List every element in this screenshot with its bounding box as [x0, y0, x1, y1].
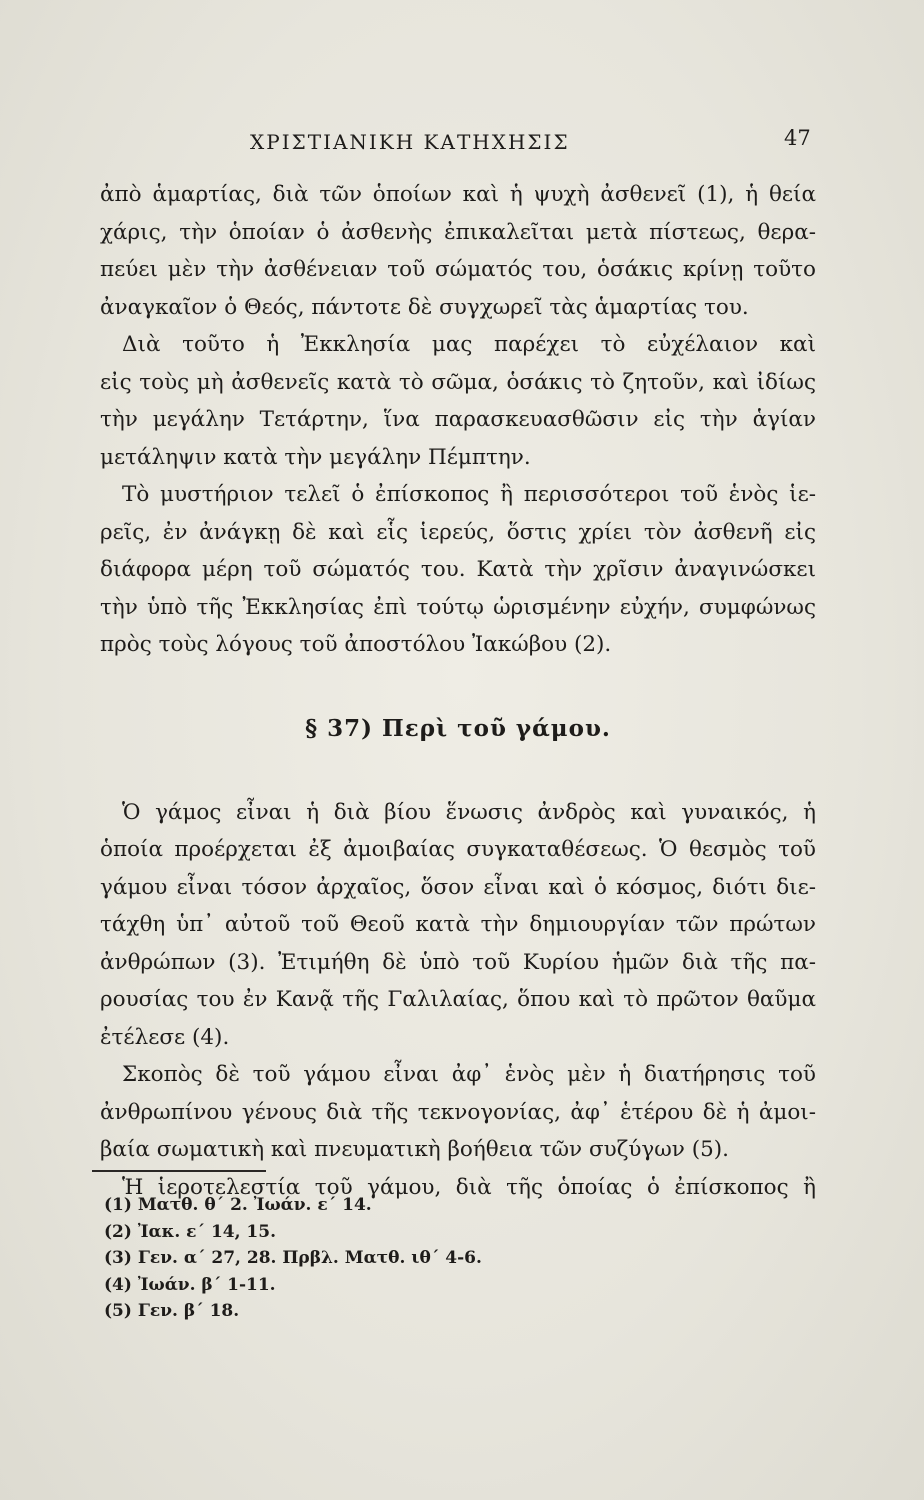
- text-line: πρὸς τοὺς λόγους τοῦ ἀποστόλου Ἰακώβου (2).: [100, 632, 612, 657]
- running-title: ΧΡΙΣΤΙΑΝΙΚΗ ΚΑΤΗΧΗΣΙΣ: [250, 130, 570, 154]
- text-line: μετάληψιν κατὰ τὴν μεγάλην Πέμπτην.: [100, 444, 531, 470]
- paragraph-4: [100, 794, 816, 1057]
- text-line: ἀνθρώπων (3). Ἐτιμήθη δὲ ὑπὸ τοῦ Κυρίου ἡμῶν διὰ τῆς πα-: [100, 949, 816, 975]
- footnote: (1) Ματθ. θ´ 2. Ἰωάν. ε´ 14.: [104, 1195, 372, 1215]
- paragraph-1: [100, 176, 816, 326]
- text-line: ρουσίας του ἐν Κανᾷ τῆς Γαλιλαίας, ὅπου καὶ τὸ πρῶτον θαῦμα: [100, 987, 816, 1012]
- text-line: γάμου εἶναι τόσον ἀρχαῖος, ὅσον εἶναι καὶ ὁ κόσμος, διότι διε-: [100, 874, 816, 900]
- text-line: Ὁ γάμος εἶναι ἡ διὰ βίου ἕνωσις ἀνδρὸς καὶ γυναικός, ἡ: [122, 799, 816, 825]
- text-line: διάφορα μέρη τοῦ σώματός του. Κατὰ τὴν χρῖσιν ἀναγινώσκει: [100, 557, 816, 582]
- text-line: τὴν ὑπὸ τῆς Ἐκκλησίας ἐπὶ τούτῳ ὡρισμένην εὐχήν, συμφώνως: [100, 594, 816, 620]
- text-line: ἐτέλεσε (4).: [100, 1024, 230, 1050]
- footnotes: [104, 1192, 604, 1325]
- text-line: ρεῖς, ἐν ἀνάγκῃ δὲ καὶ εἷς ἱερεύς, ὅστις χρίει τὸν ἀσθενῆ εἰς: [100, 519, 816, 545]
- running-head: [0, 124, 924, 160]
- text-line: πεύει μὲν τὴν ἀσθένειαν τοῦ σώματός του, ὁσάκις κρίνῃ τοῦτο: [100, 257, 816, 282]
- text-line: χάρις, τὴν ὁποίαν ὁ ἀσθενὴς ἐπικαλεῖται μετὰ πίστεως, θερα-: [100, 219, 816, 245]
- paragraph-2: [100, 326, 816, 476]
- footnote-rule: [92, 1170, 266, 1172]
- footnote: (2) Ἰακ. ε´ 14, 15.: [104, 1221, 277, 1242]
- footnote: (4) Ἰωάν. β´ 1-11.: [104, 1274, 276, 1295]
- text-line: ὁποία προέρχεται ἐξ ἀμοιβαίας συγκαταθέσεως. Ὁ θεσμὸς τοῦ: [100, 837, 816, 862]
- text-line: ἀπὸ ἁμαρτίας, διὰ τῶν ὁποίων καὶ ἡ ψυχὴ ἀσθενεῖ (1), ἡ θεία: [100, 182, 816, 207]
- text-line: Σκοπὸς δὲ τοῦ γάμου εἶναι ἀφ᾽ ἑνὸς μὲν ἡ διατήρησις τοῦ: [122, 1062, 816, 1087]
- section-heading: § 37) Περὶ τοῦ γάμου.: [305, 714, 611, 742]
- text-line: Τὸ μυστήριον τελεῖ ὁ ἐπίσκοπος ἢ περισσότεροι τοῦ ἑνὸς ἱε-: [122, 482, 816, 507]
- text-line: τὴν μεγάλην Τετάρτην, ἵνα παρασκευασθῶσιν εἰς τὴν ἁγίαν: [100, 407, 816, 432]
- text-line: εἰς τοὺς μὴ ἀσθενεῖς κατὰ τὸ σῶμα, ὁσάκις τὸ ζητοῦν, καὶ ἰδίως: [100, 369, 816, 395]
- footnote: (5) Γεν. β´ 18.: [104, 1301, 240, 1321]
- text-line: Διὰ τοῦτο ἡ Ἐκκλησία μας παρέχει τὸ εὐχέλαιον καὶ: [122, 332, 816, 357]
- text-line: Ἡ ἱεροτελεστία τοῦ γάμου, διὰ τῆς ὁποίας ὁ ἐπίσκοπος ἢ: [122, 1174, 816, 1200]
- text-line: βαία σωματικὴ καὶ πνευματικὴ βοήθεια τῶν συζύγων (5).: [100, 1137, 730, 1162]
- page-number: 47: [784, 126, 811, 150]
- text-line: ἀνθρωπίνου γένους διὰ τῆς τεκνογονίας, ἀφ᾽ ἑτέρου δὲ ἡ ἀμοι-: [100, 1099, 816, 1125]
- paragraph-3: [100, 476, 816, 664]
- footnote: (3) Γεν. α´ 27, 28. Πρβλ. Ματθ. ιθ´ 4-6.: [104, 1248, 482, 1268]
- text-line: ἀναγκαῖον ὁ Θεός, πάντοτε δὲ συγχωρεῖ τὰς ἁμαρτίας του.: [100, 294, 749, 320]
- body-text: [100, 176, 816, 1206]
- text-line: τάχθη ὑπ᾽ αὐτοῦ τοῦ Θεοῦ κατὰ τὴν δημιουργίαν τῶν πρώτων: [100, 912, 816, 937]
- paragraph-5: [100, 1056, 816, 1169]
